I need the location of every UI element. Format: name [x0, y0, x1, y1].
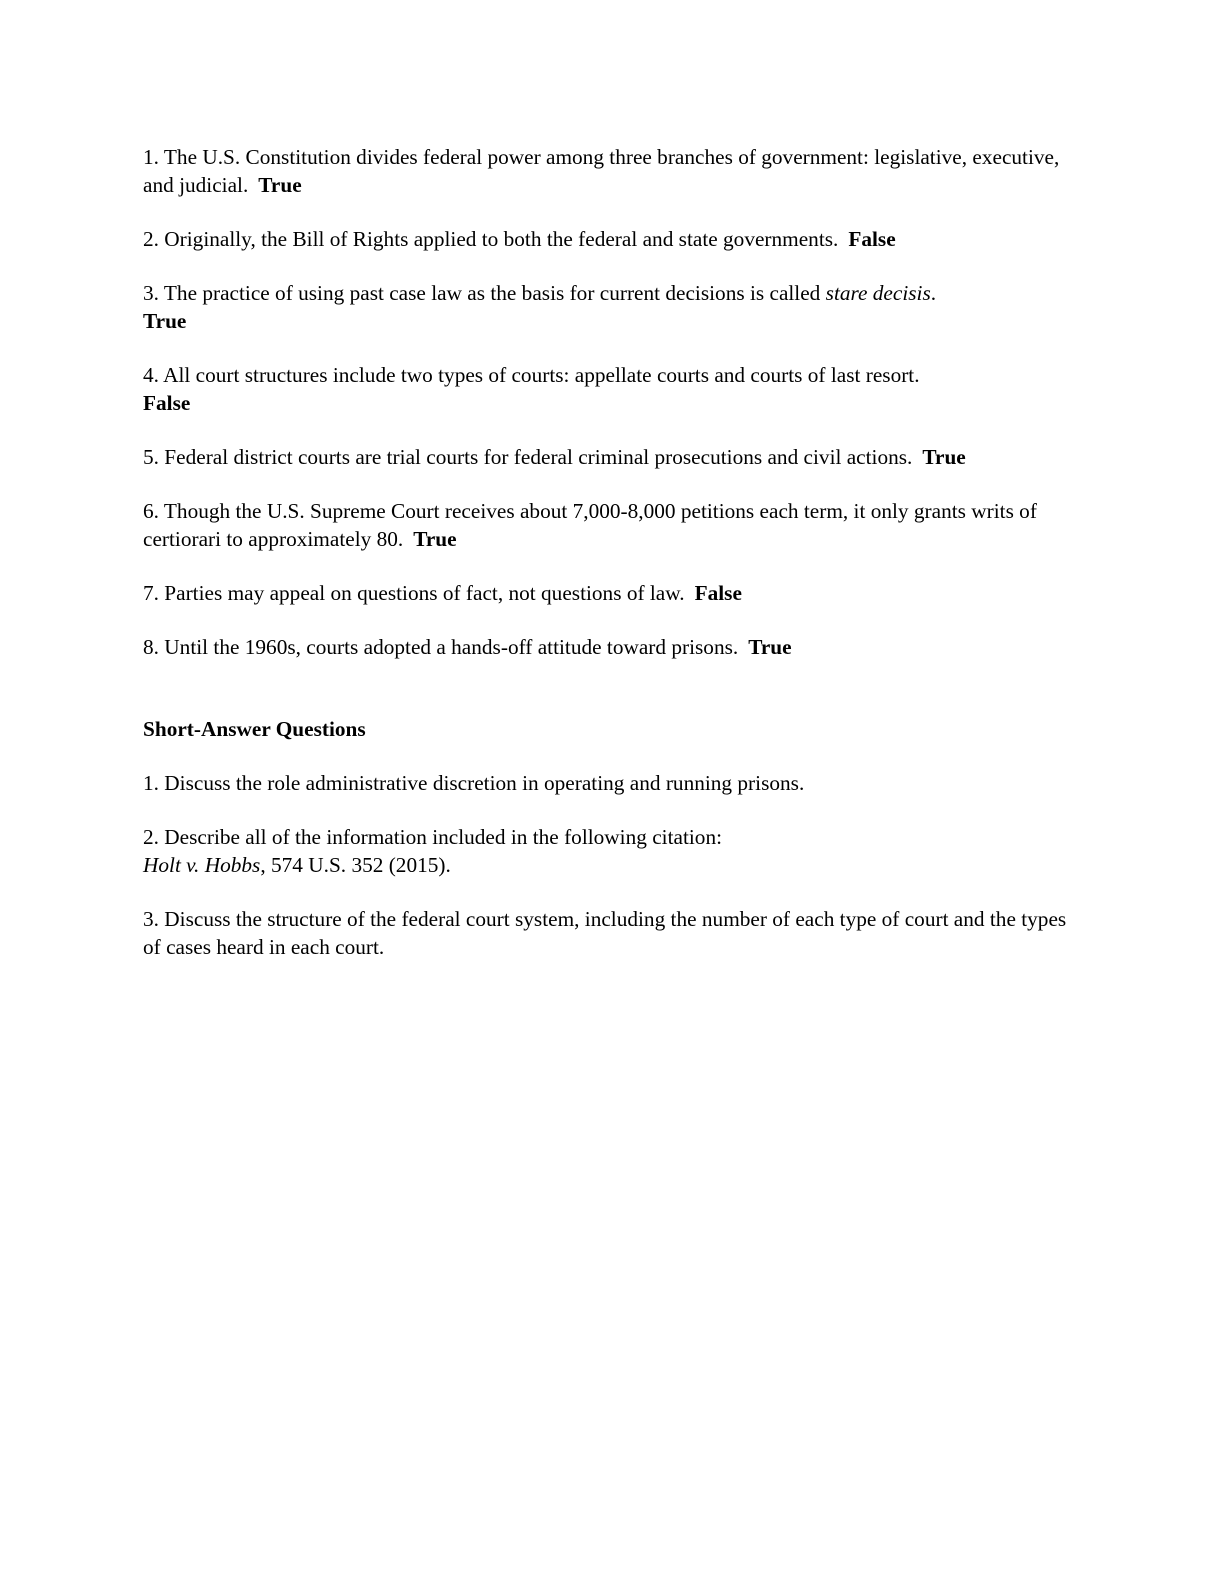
tf-question-4 [143, 361, 1083, 417]
document-content [143, 143, 1083, 987]
citation-case-name: Holt v. Hobbs [143, 853, 261, 877]
question-text: 3. Discuss the structure of the federal court system, including the number of each type of court and the types of cases heard in each court. [143, 907, 1067, 959]
answer-label: True [413, 527, 457, 551]
question-text-end: . [930, 281, 937, 305]
tf-question-7 [143, 579, 1083, 607]
question-text: 1. The U.S. Constitution divides federal power among three branches of government: legislative, executive, and judicial. [143, 145, 1060, 197]
answer-label: True [258, 173, 302, 197]
citation [143, 851, 1083, 879]
answer-label: True [143, 309, 187, 333]
answer-label: False [848, 227, 896, 251]
tf-question-5 [143, 443, 1083, 471]
question-text: 4. All court structures include two types of courts: appellate courts and courts of last resort. [143, 363, 920, 387]
question-text: 7. Parties may appeal on questions of fact, not questions of law. [143, 581, 685, 605]
answer-label: True [748, 635, 792, 659]
tf-question-2 [143, 225, 1083, 253]
answer-label: True [922, 445, 966, 469]
tf-question-3 [143, 279, 1083, 335]
answer-label: False [143, 391, 191, 415]
question-text: 5. Federal district courts are trial courts for federal criminal prosecutions and civil actions. [143, 445, 913, 469]
tf-question-8 [143, 633, 1083, 661]
question-text: 6. Though the U.S. Supreme Court receives about 7,000-8,000 petitions each term, it only grants writs of certiorari to approximately 80. [143, 499, 1037, 551]
answer-label: False [694, 581, 742, 605]
question-text: 2. Originally, the Bill of Rights applied to both the federal and state governments. [143, 227, 839, 251]
question-term: stare decisis [825, 281, 931, 305]
question-text: 3. The practice of using past case law as the basis for current decisions is called [143, 281, 826, 305]
tf-question-6 [143, 497, 1083, 553]
tf-question-1 [143, 143, 1083, 199]
short-answer-question-2 [143, 823, 1083, 879]
short-answer-question-3 [143, 905, 1083, 961]
section-heading: Short-Answer Questions [143, 717, 366, 741]
short-answer-question-1 [143, 769, 1083, 797]
citation-reporter: , 574 U.S. 352 (2015). [260, 853, 451, 877]
question-text: 8. Until the 1960s, courts adopted a hands-off attitude toward prisons. [143, 635, 739, 659]
question-text: 1. Discuss the role administrative discretion in operating and running prisons. [143, 771, 805, 795]
question-text: 2. Describe all of the information included in the following citation: [143, 825, 723, 849]
